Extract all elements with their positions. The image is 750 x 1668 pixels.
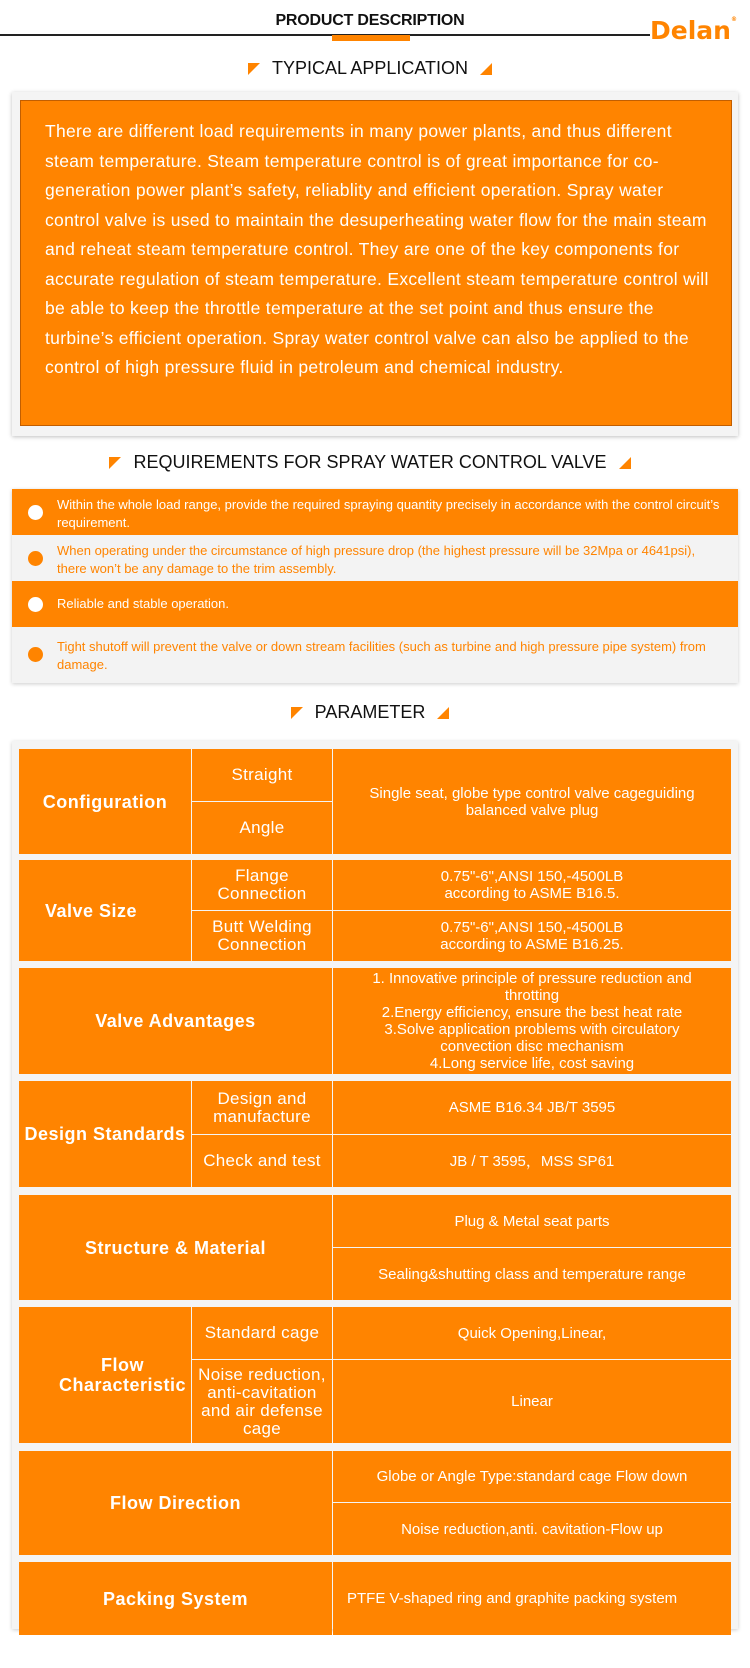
row-label-flow-direction: Flow Direction: [19, 1451, 332, 1555]
cell-flange-connection: Flange Connection: [192, 860, 332, 910]
section-heading-requirements: [0, 452, 740, 473]
cell-noise-reduction-cage: Noise reduction, anti-cavitation and air defense cage: [192, 1360, 332, 1443]
cell-check-value: JB / T 3595，MSS SP61: [333, 1135, 731, 1187]
triangle-right-icon: [619, 457, 631, 469]
cell-packing-value: PTFE V-shaped ring and graphite packing system: [333, 1562, 731, 1635]
brand-logo-text: Delan: [650, 16, 731, 45]
row-label-valve-size: Valve Size: [19, 860, 191, 961]
row-label-packing-system: Packing System: [19, 1562, 332, 1635]
advantage-line: 3.Solve application problems with circulatory convection disc mechanism: [384, 1021, 680, 1055]
row-label-structure-material: Structure & Material: [19, 1195, 332, 1300]
list-item-text: Within the whole load range, provide the required spraying quantity precisely in accordance with the control circuit’s requirement.: [57, 497, 720, 530]
brand-logo[interactable]: [650, 16, 737, 45]
parameter-table: [12, 741, 738, 1629]
cell-flange-value: 0.75"-6",ANSI 150,-4500LB according to ASME B16.5.: [333, 860, 731, 910]
triangle-right-icon: [480, 63, 492, 75]
top-header: [0, 0, 750, 60]
cell-standard-cage-value: Quick Opening,Linear,: [333, 1307, 731, 1359]
cell-angle: Angle: [192, 802, 332, 854]
triangle-left-icon: [291, 707, 303, 719]
list-item-text: Reliable and stable operation.: [57, 596, 230, 611]
advantage-line: 2.Energy efficiency, ensure the best heat rate: [381, 1004, 683, 1021]
list-item-text: When operating under the circumstance of high pressure drop (the highest pressure will be 32Mpa or 4641psi), there won’t be any damage to the trim assembly.: [57, 543, 696, 576]
bullet-icon: [28, 505, 43, 520]
bullet-icon: [28, 647, 43, 662]
bullet-icon: [28, 597, 43, 612]
page-title: PRODUCT DESCRIPTION: [275, 12, 465, 29]
cell-butt-welding: Butt Welding Connection: [192, 911, 332, 961]
cell-butt-value: 0.75"-6",ANSI 150,-4500LB according to ASME B16.25.: [333, 911, 731, 961]
requirements-list: [12, 489, 738, 683]
row-label-valve-advantages: Valve Advantages: [19, 968, 332, 1074]
advantage-line: 1. Innovative principle of pressure reduction and throtting: [372, 970, 692, 1004]
cell-noise-value: Linear: [333, 1360, 731, 1443]
cell-advantages-value: [333, 968, 731, 1074]
heading-text: REQUIREMENTS FOR SPRAY WATER CONTROL VALVE: [133, 452, 607, 472]
heading-text: TYPICAL APPLICATION: [271, 58, 469, 78]
section-heading-parameter: [0, 702, 740, 723]
typical-application-panel: [12, 92, 738, 436]
row-label-configuration: Configuration: [19, 749, 191, 854]
cell-design-manufacture: Design and manufacture: [192, 1081, 332, 1134]
registered-mark: ®: [730, 16, 737, 23]
cell-flow-direction-value-1: Globe or Angle Type:standard cage Flow down: [333, 1451, 731, 1502]
cell-standard-cage: Standard cage: [192, 1307, 332, 1359]
list-item: [12, 489, 738, 535]
list-item: [12, 627, 738, 683]
header-divider: [0, 34, 650, 36]
typical-application-text: There are different load requirements in many power plants, and thus different steam temperature. Steam temperature control is of great importance for co-generation power plant’s safety, reliablity and efficient operation. Spray water control valve is used to maintain the desuperheating water flow for the main steam and reheat steam temperature control. They are one of the key components for accurate regulation of steam temperature. Excellent steam temperature control will be able to keep the throttle temperature at the set point and thus ensure the turbine’s efficient operation. Spray water control valve can also be applied to the control of high pressure fluid in petroleum and chemical industry.: [20, 100, 732, 426]
triangle-left-icon: [109, 457, 121, 469]
cell-design-value: ASME B16.34 JB/T 3595: [333, 1081, 731, 1134]
cell-structure-value-2: Sealing&shutting class and temperature range: [333, 1248, 731, 1300]
list-item: [12, 535, 738, 581]
cell-check-test: Check and test: [192, 1135, 332, 1187]
cell-flow-direction-value-2: Noise reduction,anti. cavitation-Flow up: [333, 1503, 731, 1555]
section-heading-typical-application: [0, 58, 740, 79]
row-label-flow-characteristic: Flow Characteristic: [19, 1307, 191, 1443]
advantage-line: 4.Long service life, cost saving: [429, 1055, 635, 1072]
bullet-icon: [28, 551, 43, 566]
header-accent-bar: [332, 35, 410, 41]
triangle-right-icon: [437, 707, 449, 719]
cell-straight: Straight: [192, 749, 332, 801]
triangle-left-icon: [248, 63, 260, 75]
list-item: [12, 581, 738, 627]
row-label-design-standards: Design Standards: [19, 1081, 191, 1187]
cell-structure-value-1: Plug & Metal seat parts: [333, 1195, 731, 1247]
cell-configuration-value: Single seat, globe type control valve cageguiding balanced valve plug: [333, 749, 731, 854]
list-item-text: Tight shutoff will prevent the valve or down stream facilities (such as turbine and high pressure pipe system) from damage.: [57, 639, 706, 672]
heading-text: PARAMETER: [314, 702, 426, 722]
